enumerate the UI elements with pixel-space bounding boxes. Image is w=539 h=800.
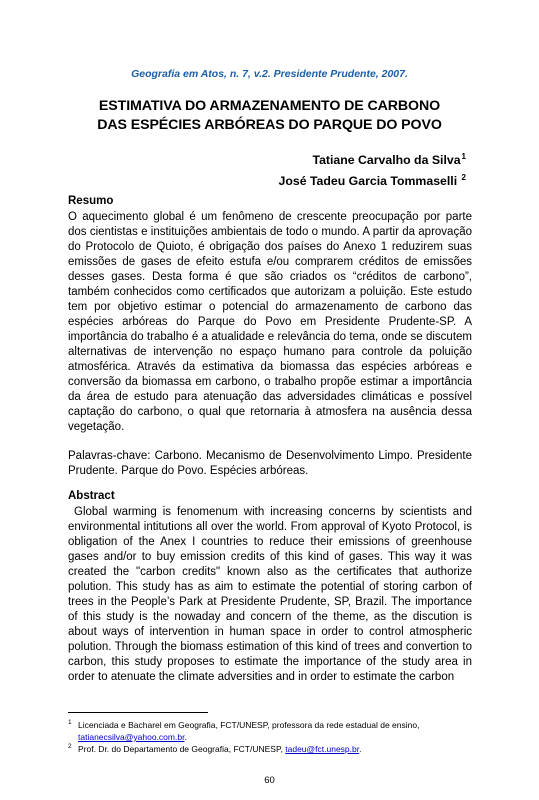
resumo-paragraph: O aquecimento global é um fenômeno de crescente preocupação por parte dos cientistas e instituições ambientais de todo o mundo. A partir da aprovação do Protocolo de Quioto, é obrigação dos países do Anexo 1 reduzirem suas emissões de gases de efeito estufa e/ou comprarem créditos de emissões desses gases. Desta forma é que são criados os “créditos de carbono”, também conhecidos como certificados que autorizam a poluição. Este estudo tem por objetivo estimar o potencial do armazenamento de carbono das espécies arbóreas do Parque do Povo em Presidente Prudente-SP. A importância do trabalho é a atualidade e relevância do tema, onde se discutem alternativas de intervenção no espaço humano para controle da poluição atmosférica. Através da estimativa da biomassa das espécies arbóreas e conversão da biomassa em carbono, o trabalho propõe estimar a importância da área de estudo para atenuação das adversidades climáticas e possível captação do carbono, o qual que retornaria à atmosfera na ausência dessa vegetação.: [68, 211, 472, 433]
footnote-divider: [68, 712, 208, 713]
page-number: 60: [264, 775, 275, 786]
author-2: [279, 169, 466, 190]
footnote-1: [68, 719, 472, 743]
author-footnote-marker: 2: [461, 173, 466, 182]
author-name: Tatiane Carvalho da Silva: [312, 153, 461, 167]
email-link[interactable]: tatianecsilva@yahoo.com.br: [78, 732, 185, 742]
footnote-end: .: [359, 744, 362, 754]
footnote-text: Prof. Dr. do Departamento de Geografia, FCT/UNESP,: [78, 744, 283, 754]
author-name: José Tadeu Garcia Tommaselli: [278, 174, 458, 188]
paper-title-line-2: DAS ESPÉCIES ARBÓREAS DO PARQUE DO POVO: [97, 117, 442, 133]
footnote-text: Licenciada e Bacharel em Geografia, FCT/UNESP, professora da rede estadual de ensino,: [78, 720, 420, 730]
footnote-marker: 1: [68, 719, 72, 726]
email-link[interactable]: tadeu@fct.unesp.br: [285, 744, 360, 754]
author-1: [279, 148, 466, 169]
footnote-end: .: [184, 732, 187, 742]
keywords-paragraph: Palavras-chave: Carbono. Mecanismo de Desenvolvimento Limpo. Presidente Prudente. Parque do Povo. Espécies arbóreas.: [68, 450, 472, 477]
footnote-marker: 2: [68, 743, 72, 750]
footnotes: [68, 719, 472, 755]
paper-title-line-1: ESTIMATIVA DO ARMAZENAMENTO DE CARBONO: [98, 98, 441, 114]
author-list: [279, 148, 466, 190]
abstract-heading: Abstract: [68, 490, 115, 502]
footnote-2: [68, 743, 472, 755]
resumo-heading: Resumo: [68, 195, 114, 207]
abstract-paragraph: Global warming is fenomenum with increasing concerns by scientists and environmental intitutions all over the world. From approval of Kyoto Protocol, is obligation of the Anex I countries to reduce their emissions of greenhouse gases and/or to buy emission credits of this kind of gases. This way it was created the "carbon credits" known also as the certificates that authorize polution. This study has as aim to estimate the potential of storing carbon of trees in the People’s Park at Presidente Prudente, SP, Brazil. The importance of this study is the nowaday and concern of the theme, as the discution is about ways of intervention in human space in order to control atmospheric polution. Through the biomass estimation of this kind of trees and convertion to carbon, this study proposes to estimate the importance of the study area in order to atenuate the climate adversities and in order to estimate the carbon: [68, 506, 476, 683]
journal-citation: Geografia em Atos, n. 7, v.2. Presidente Prudente, 2007.: [131, 68, 408, 80]
author-footnote-marker: 1: [461, 152, 466, 161]
